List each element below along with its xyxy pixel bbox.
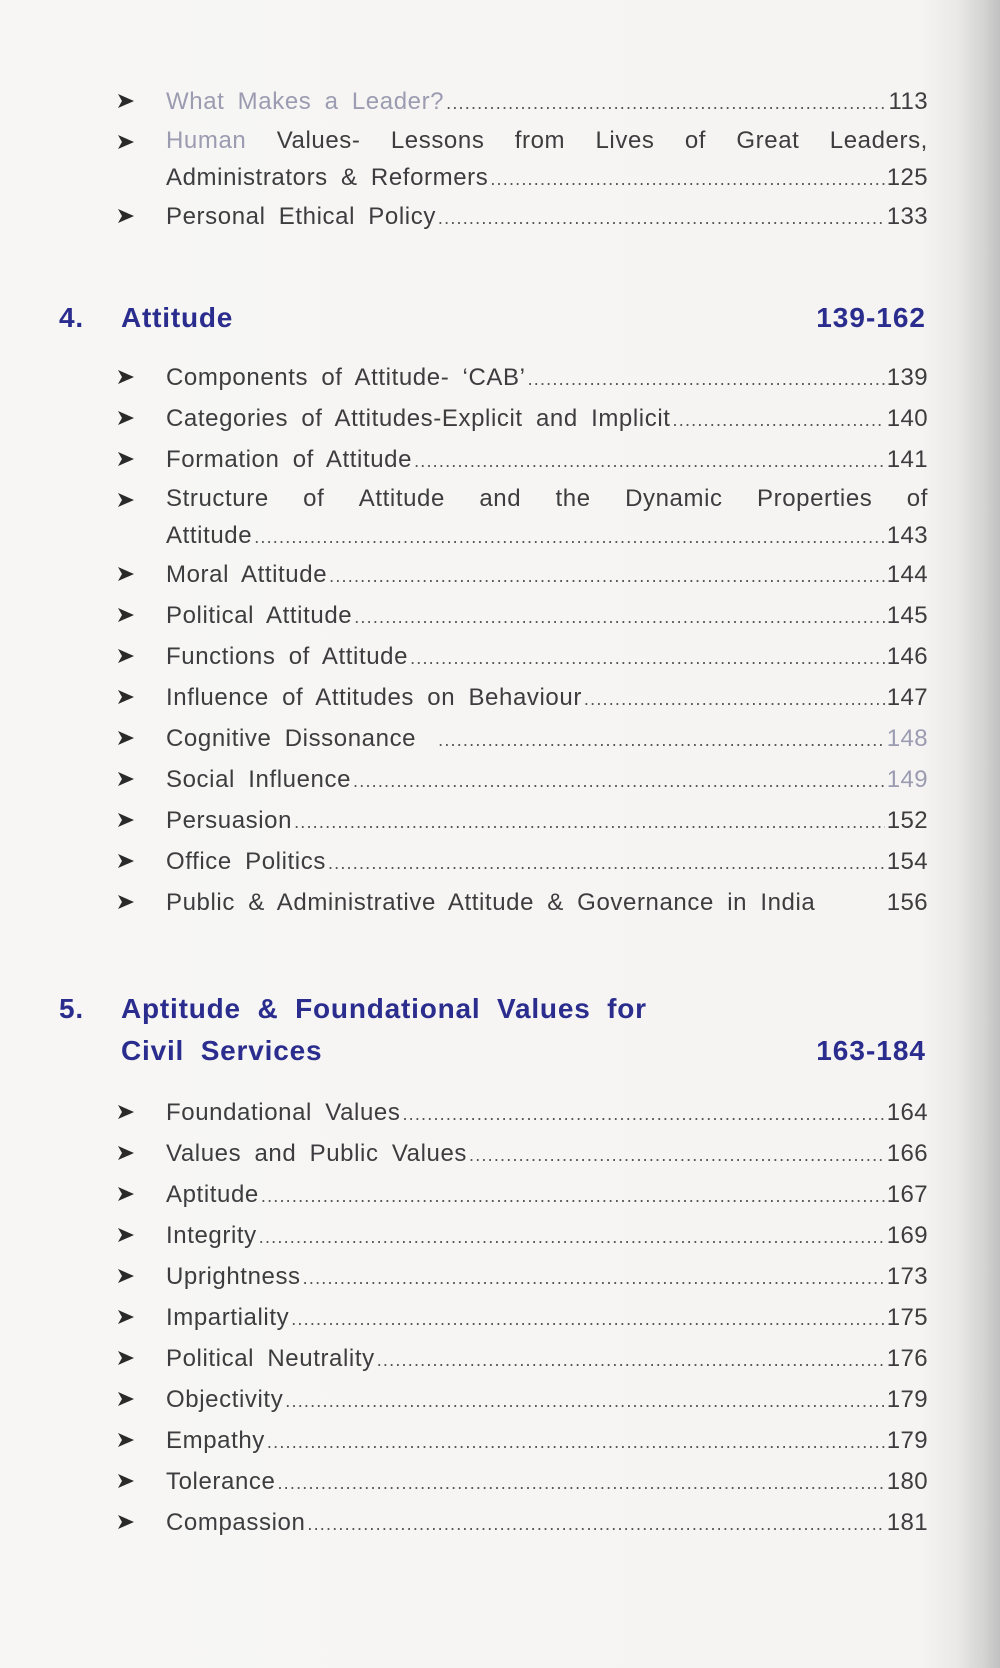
- dot-leader: [303, 1258, 885, 1299]
- toc-entry-title: Uprightness: [166, 1263, 301, 1290]
- toc-entry-page: 148: [886, 725, 928, 752]
- toc-entry-page: 164: [886, 1099, 928, 1126]
- arrowhead-bullet-icon: [117, 81, 137, 122]
- arrowhead-bullet-icon: [117, 718, 137, 759]
- arrowhead-bullet-icon: [117, 1174, 137, 1215]
- chapter-page-range: 163-184: [816, 1035, 926, 1066]
- arrowhead-bullet-icon: [117, 595, 137, 636]
- toc-entry-page: 180: [886, 1468, 928, 1495]
- dot-leader: [267, 1422, 885, 1463]
- toc-entry-page: 146: [886, 643, 928, 670]
- toc-entry-title: Values and Public Values: [166, 1140, 468, 1167]
- arrowhead-bullet-icon: [117, 636, 137, 677]
- dot-leader: [414, 441, 885, 482]
- toc-entry-title: What Makes a Leader?: [166, 88, 445, 115]
- dot-leader: [446, 83, 886, 124]
- word: of: [303, 485, 325, 512]
- toc-entry-page: 179: [886, 1386, 928, 1413]
- toc-entry-page: 144: [886, 561, 928, 588]
- arrowhead-bullet-icon: [117, 357, 137, 398]
- word: and: [479, 485, 522, 512]
- toc-entry-title-line1: [166, 480, 928, 517]
- arrowhead-bullet-icon: [117, 841, 137, 882]
- dot-leader: [294, 802, 885, 843]
- chapter-title-line2: Civil Services: [121, 1035, 323, 1066]
- arrowhead-bullet-icon: [117, 882, 137, 923]
- toc-entry[interactable]: [0, 554, 1000, 595]
- toc-entry-page: 113: [888, 88, 928, 115]
- toc-entry[interactable]: [0, 357, 1000, 398]
- word: of: [906, 485, 928, 512]
- dot-leader: [353, 761, 885, 802]
- toc-entry-title: Foundational Values: [166, 1099, 401, 1126]
- word: Structure: [166, 485, 269, 512]
- toc-entry[interactable]: [0, 122, 1000, 196]
- toc-entry-title: Tolerance: [166, 1468, 276, 1495]
- toc-entry-title: Aptitude: [166, 1181, 259, 1208]
- toc-entry-title: Compassion: [166, 1509, 306, 1536]
- word: Human: [166, 127, 247, 154]
- arrowhead-bullet-icon: [117, 439, 137, 480]
- chapter-5-entries: [0, 1092, 1000, 1543]
- toc-entry[interactable]: [0, 196, 1000, 237]
- dot-leader: [410, 638, 885, 679]
- toc-entry-page: 179: [886, 1427, 928, 1454]
- toc-entry-page: 133: [886, 203, 928, 230]
- dot-leader: [402, 1094, 884, 1135]
- chapter-number: 4.: [59, 302, 84, 333]
- dot-leader: [438, 720, 885, 761]
- dot-leader: [261, 1176, 885, 1217]
- dot-leader: [291, 1299, 885, 1340]
- word: Values-: [276, 127, 361, 154]
- toc-entry[interactable]: [0, 1297, 1000, 1338]
- arrowhead-bullet-icon: [117, 122, 137, 163]
- toc-entry-page: 167: [886, 1181, 928, 1208]
- arrowhead-bullet-icon: [117, 554, 137, 595]
- toc-entry-title: Functions of Attitude: [166, 643, 409, 670]
- dot-leader: [438, 198, 885, 239]
- toc-entry[interactable]: [0, 595, 1000, 636]
- toc-entry[interactable]: [0, 81, 1000, 122]
- word: Leaders,: [829, 127, 928, 154]
- dot-leader: [673, 400, 885, 441]
- toc-entry[interactable]: [0, 1256, 1000, 1297]
- toc-entry-page: 169: [886, 1222, 928, 1249]
- toc-section-continued: [0, 81, 1000, 237]
- word: of: [684, 127, 707, 154]
- arrowhead-bullet-icon: [117, 1461, 137, 1502]
- toc-entry-title: Objectivity: [166, 1386, 284, 1413]
- toc-entry-page: 141: [886, 446, 928, 473]
- word: Dynamic: [625, 485, 723, 512]
- dot-leader: [377, 1340, 885, 1381]
- chapter-4-entries: [0, 357, 1000, 923]
- toc-entry-title: Public & Administrative Attitude & Governance in India: [166, 889, 816, 916]
- word: Lessons: [390, 127, 485, 154]
- chapter-number: 5.: [59, 993, 84, 1024]
- dot-leader: [277, 1463, 884, 1504]
- toc-entry[interactable]: [0, 1379, 1000, 1420]
- toc-entry-title: Political Attitude: [166, 602, 353, 629]
- arrowhead-bullet-icon: [117, 677, 137, 718]
- toc-entry-page: 149: [886, 766, 928, 793]
- toc-entry-page: 143: [886, 522, 928, 549]
- dot-leader: [328, 843, 885, 884]
- toc-entry-page: 139: [886, 364, 928, 391]
- toc-entry-title: Persuasion: [166, 807, 293, 834]
- toc-entry[interactable]: [0, 480, 1000, 554]
- toc-entry[interactable]: [0, 1502, 1000, 1543]
- toc-entry[interactable]: [0, 800, 1000, 841]
- arrowhead-bullet-icon: [117, 196, 137, 237]
- dot-leader: [254, 519, 885, 556]
- toc-entry[interactable]: [0, 1133, 1000, 1174]
- toc-entry-title-line1: [166, 122, 928, 159]
- word: Lives: [595, 127, 655, 154]
- toc-entry-page: 154: [886, 848, 928, 875]
- toc-entry-page: 152: [886, 807, 928, 834]
- toc-entry-page: 156: [886, 889, 928, 916]
- dot-leader: [307, 1504, 884, 1545]
- dot-leader: [528, 359, 885, 400]
- toc-entry-page: 140: [886, 405, 928, 432]
- toc-entry-title: Moral Attitude: [166, 561, 328, 588]
- dot-leader: [354, 597, 885, 638]
- arrowhead-bullet-icon: [117, 1502, 137, 1543]
- toc-entry[interactable]: [0, 636, 1000, 677]
- toc-entry-page: 125: [886, 164, 928, 191]
- arrowhead-bullet-icon: [117, 1420, 137, 1461]
- toc-entry-title: Social Influence: [166, 766, 352, 793]
- toc-entry[interactable]: [0, 1420, 1000, 1461]
- toc-entry[interactable]: [0, 882, 1000, 923]
- toc-entry[interactable]: [0, 1215, 1000, 1256]
- toc-entry-title: Integrity: [166, 1222, 257, 1249]
- toc-entry[interactable]: [0, 1092, 1000, 1133]
- toc-entry-page: 173: [886, 1263, 928, 1290]
- arrowhead-bullet-icon: [117, 1379, 137, 1420]
- toc-entry-title: Influence of Attitudes on Behaviour: [166, 684, 582, 711]
- word: Attitude: [358, 485, 445, 512]
- toc-entry-title-line2: Administrators & Reformers: [166, 164, 489, 191]
- toc-entry-title: Formation of Attitude: [166, 446, 413, 473]
- toc-entry-title: Categories of Attitudes-Explicit and Implicit: [166, 405, 671, 432]
- arrowhead-bullet-icon: [117, 800, 137, 841]
- toc-entry-page: 181: [886, 1509, 928, 1536]
- arrowhead-bullet-icon: [117, 1338, 137, 1379]
- chapter-page-range: 139-162: [816, 302, 926, 333]
- arrowhead-bullet-icon: [117, 1256, 137, 1297]
- toc-entry-page: 145: [886, 602, 928, 629]
- toc-entry-title: Political Neutrality: [166, 1345, 375, 1372]
- arrowhead-bullet-icon: [117, 1215, 137, 1256]
- toc-entry-title: Cognitive Dissonance: [166, 725, 417, 752]
- word: the: [555, 485, 591, 512]
- toc-entry[interactable]: [0, 1338, 1000, 1379]
- arrowhead-bullet-icon: [117, 1133, 137, 1174]
- word: Great: [736, 127, 800, 154]
- dot-leader: [490, 161, 884, 198]
- toc-entry[interactable]: [0, 759, 1000, 800]
- arrowhead-bullet-icon: [117, 759, 137, 800]
- toc-entry-title: Empathy: [166, 1427, 265, 1454]
- dot-leader: [285, 1381, 884, 1422]
- toc-entry-page: 175: [886, 1304, 928, 1331]
- dot-leader: [259, 1217, 885, 1258]
- arrowhead-bullet-icon: [117, 398, 137, 439]
- word: from: [514, 127, 566, 154]
- chapter-title-line1: Aptitude & Foundational Values for: [121, 993, 647, 1024]
- toc-entry-title: Personal Ethical Policy: [166, 203, 436, 230]
- toc-entry[interactable]: [0, 398, 1000, 439]
- toc-entry-title: Impartiality: [166, 1304, 290, 1331]
- toc-entry-page: 176: [886, 1345, 928, 1372]
- arrowhead-bullet-icon: [117, 1092, 137, 1133]
- toc-entry-page: 147: [886, 684, 928, 711]
- toc-entry-title: Components of Attitude- ‘CAB’: [166, 364, 526, 391]
- dot-leader: [469, 1135, 885, 1176]
- toc-entry-title-line2: Attitude: [166, 522, 253, 549]
- toc-entry[interactable]: [0, 439, 1000, 480]
- toc-entry[interactable]: [0, 677, 1000, 718]
- toc-entry-title: Office Politics: [166, 848, 326, 875]
- dot-leader: [329, 556, 885, 597]
- toc-entry-page: 166: [886, 1140, 928, 1167]
- dot-leader: [584, 679, 885, 720]
- toc-entry[interactable]: [0, 718, 1000, 759]
- arrowhead-bullet-icon: [117, 480, 137, 521]
- toc-entry[interactable]: [0, 1174, 1000, 1215]
- toc-entry[interactable]: [0, 1461, 1000, 1502]
- toc-entry[interactable]: [0, 841, 1000, 882]
- chapter-title: Attitude: [121, 302, 234, 333]
- arrowhead-bullet-icon: [117, 1297, 137, 1338]
- word: Properties: [757, 485, 873, 512]
